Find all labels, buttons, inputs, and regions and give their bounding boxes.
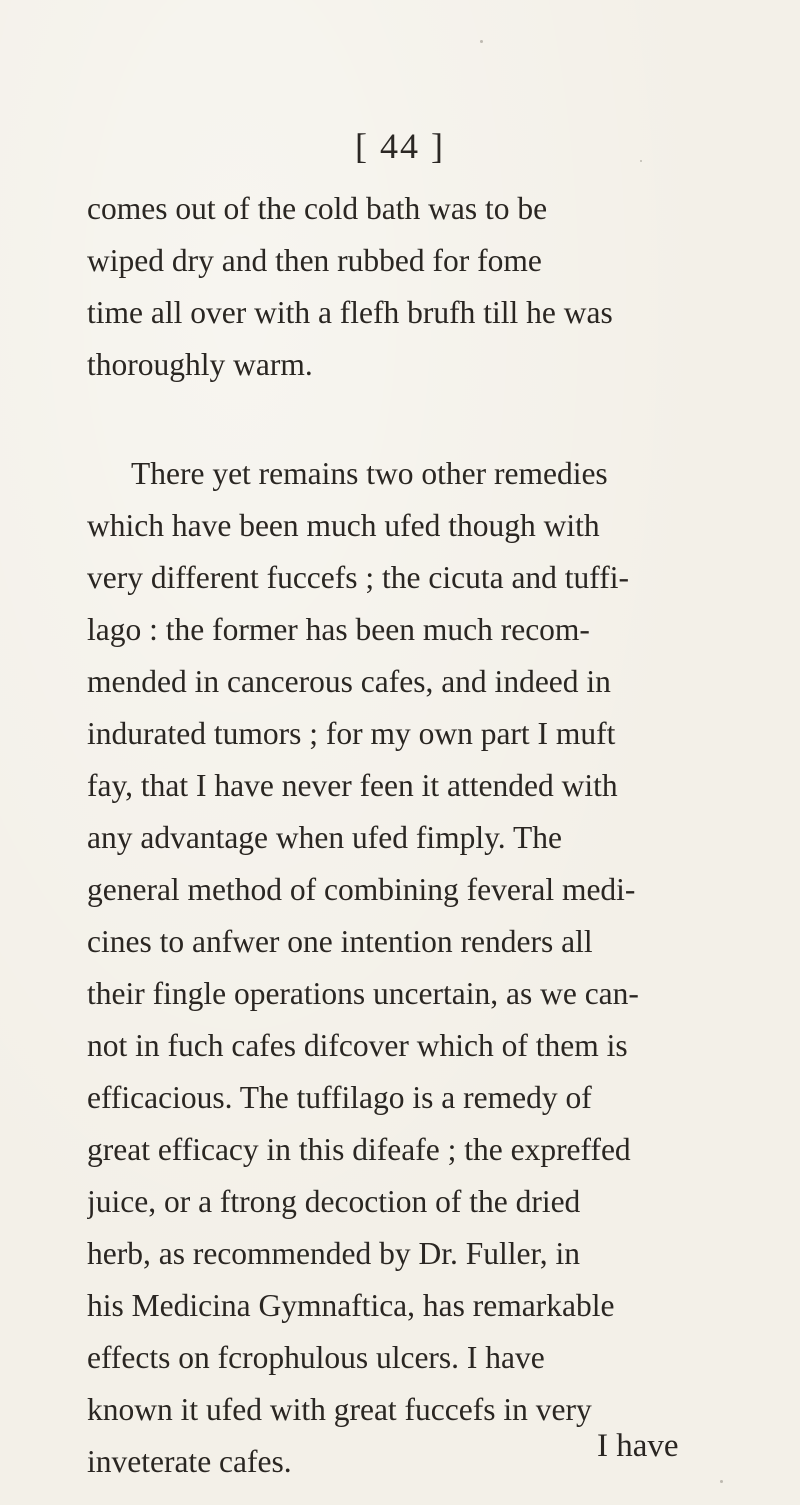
paper-speck: [480, 40, 483, 43]
paragraph-2: [87, 448, 727, 1488]
text-line: herb, as recommended by Dr. Fuller, in: [87, 1236, 580, 1271]
text-line: effects on fcrophulous ulcers. I have: [87, 1340, 545, 1375]
text-line: time all over with a flefh brufh till he was: [87, 295, 613, 330]
text-line: not in fuch cafes difcover which of them is: [87, 1028, 628, 1063]
text-line: fay, that I have never feen it attended with: [87, 768, 618, 803]
text-line: his Medicina Gymnaftica, has remarkable: [87, 1288, 615, 1323]
text-line: indurated tumors ; for my own part I muft: [87, 716, 616, 751]
text-line: juice, or a ftrong decoction of the dried: [87, 1184, 581, 1219]
paper-speck: [640, 160, 642, 162]
text-line: great efficacy in this difeafe ; the expreffed: [87, 1132, 631, 1167]
text-line: their fingle operations uncertain, as we can-: [87, 976, 639, 1011]
text-line: general method of combining feveral medi-: [87, 872, 636, 907]
text-line: any advantage when ufed fimply. The: [87, 820, 562, 855]
text-line: There yet remains two other remedies: [131, 456, 608, 491]
text-line: comes out of the cold bath was to be: [87, 191, 548, 226]
text-line: known it ufed with great fuccefs in very: [87, 1392, 592, 1427]
text-line: efficacious. The tuffilago is a remedy of: [87, 1080, 592, 1115]
text-line: wiped dry and then rubbed for fome: [87, 243, 542, 278]
paper-speck: [720, 1480, 723, 1483]
catchword: I have: [597, 1428, 679, 1464]
text-line: which have been much ufed though with: [87, 508, 600, 543]
text-line: thoroughly warm.: [87, 347, 313, 382]
text-line: mended in cancerous cafes, and indeed in: [87, 664, 611, 699]
text-line: lago : the former has been much recom-: [87, 612, 590, 647]
text-line: inveterate cafes.: [87, 1444, 292, 1479]
text-line: cines to anfwer one intention renders all: [87, 924, 593, 959]
paragraph-1: [87, 183, 727, 391]
text-line: very different fuccefs ; the cicuta and tuffi-: [87, 560, 629, 595]
page-number-header: [ 44 ]: [355, 126, 445, 166]
